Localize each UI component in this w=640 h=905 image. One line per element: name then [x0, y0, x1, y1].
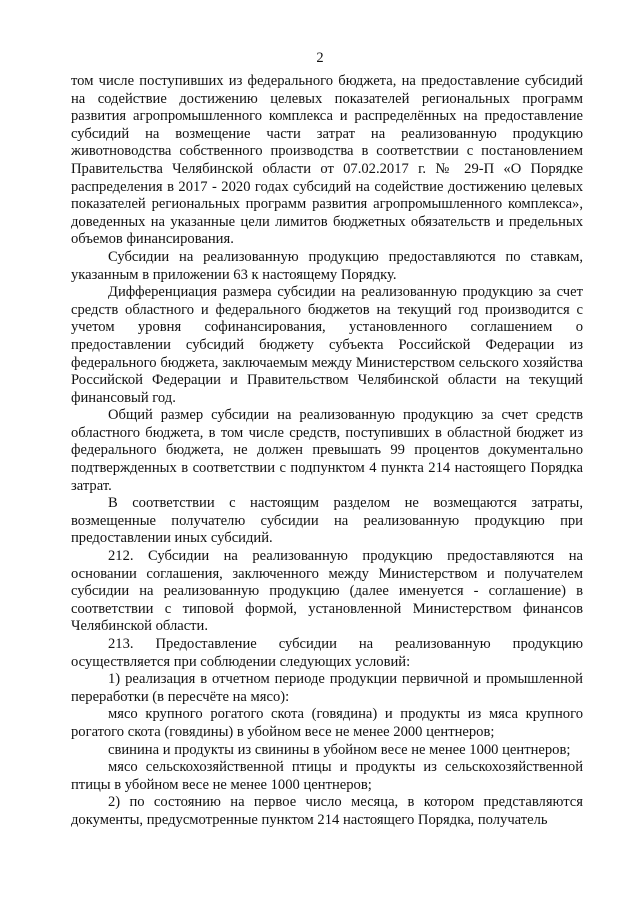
condition-beef: мясо крупного рогатого скота (говядина) и продукты из мяса крупного рогатого скота (говядины) в убойном весе не менее 2000 центнеров; — [71, 706, 583, 740]
paragraph-not-reimbursed: В соответствии с настоящим разделом не возмещаются затраты, возмещенные получателю субсидии на реализованную продукцию при предоставлении иных субсидий. — [71, 495, 583, 547]
page-number: 2 — [316, 50, 324, 66]
paragraph-total-amount: Общий размер субсидии на реализованную продукцию за счет средств областного бюджета, в том числе средств, поступивших в областной бюджет из федерального бюджета, не должен превышать 99 процентов документально подтвержденных в соответствии с подпунктом 4 пункта 214 настоящего Порядка затрат. — [71, 407, 583, 494]
condition-pork: свинина и продукты из свинины в убойном весе не менее 1000 центнеров; — [108, 741, 571, 758]
condition-2: 2) по состоянию на первое число месяца, в котором представляются документы, предусмотренные пунктом 214 настоящего Порядка, получатель — [71, 794, 583, 828]
body-text — [71, 73, 583, 830]
paragraph-subsidy-rates: Субсидии на реализованную продукцию предоставляются по ставкам, указанным в приложении 63 к настоящему Порядку. — [71, 248, 583, 283]
condition-1: 1) реализация в отчетном периоде продукции первичной и промышленной переработки (в пересчёте на мясо): — [71, 671, 583, 705]
paragraph-212: 212. Субсидии на реализованную продукцию предоставляются на основании соглашения, заключенного между Министерством и получателем субсидии на реализованную продукцию (далее именуется - соглашение) в соответствии с типовой формой, установленной Министерством финансов Челябинской области. — [71, 548, 583, 635]
paragraph-differentiation: Дифференциация размера субсидии на реализованную продукцию за счет средств областного и федерального бюджетов на текущий год производится с учетом уровня софинансирования, установленного соглашением о предоставлении субсидий бюджету субъекта Российской Федерации из федерального бюджета, заключаемым между Министерством сельского хозяйства Российской Федерации и Правительством Челябинской области на текущий финансовый год. — [71, 284, 583, 406]
paragraph-continuation: том числе поступивших из федерального бюджета, на предоставление субсидий на содействие достижению целевых показателей региональных программ развития агропромышленного комплекса и распределённых на предоставление субсидий на возмещение части затрат на реализованную продукцию животноводства собственного производства в соответствии с постановлением Правительства Челябинской области от 07.02.2017 г. № 29-П «О Порядке распределения в 2017 - 2020 годах субсидий на содействие достижению целевых показателей региональных программ развития агропромышленного комплекса», доведенных на указанные цели лимитов бюджетных обязательств и предельных объемов финансирования. — [71, 73, 583, 248]
paragraph-213: 213. Предоставление субсидии на реализованную продукцию осуществляется при соблюдении следующих условий: — [71, 636, 583, 670]
condition-poultry: мясо сельскохозяйственной птицы и продукты из сельскохозяйственной птицы в убойном весе не менее 1000 центнеров; — [71, 759, 583, 793]
